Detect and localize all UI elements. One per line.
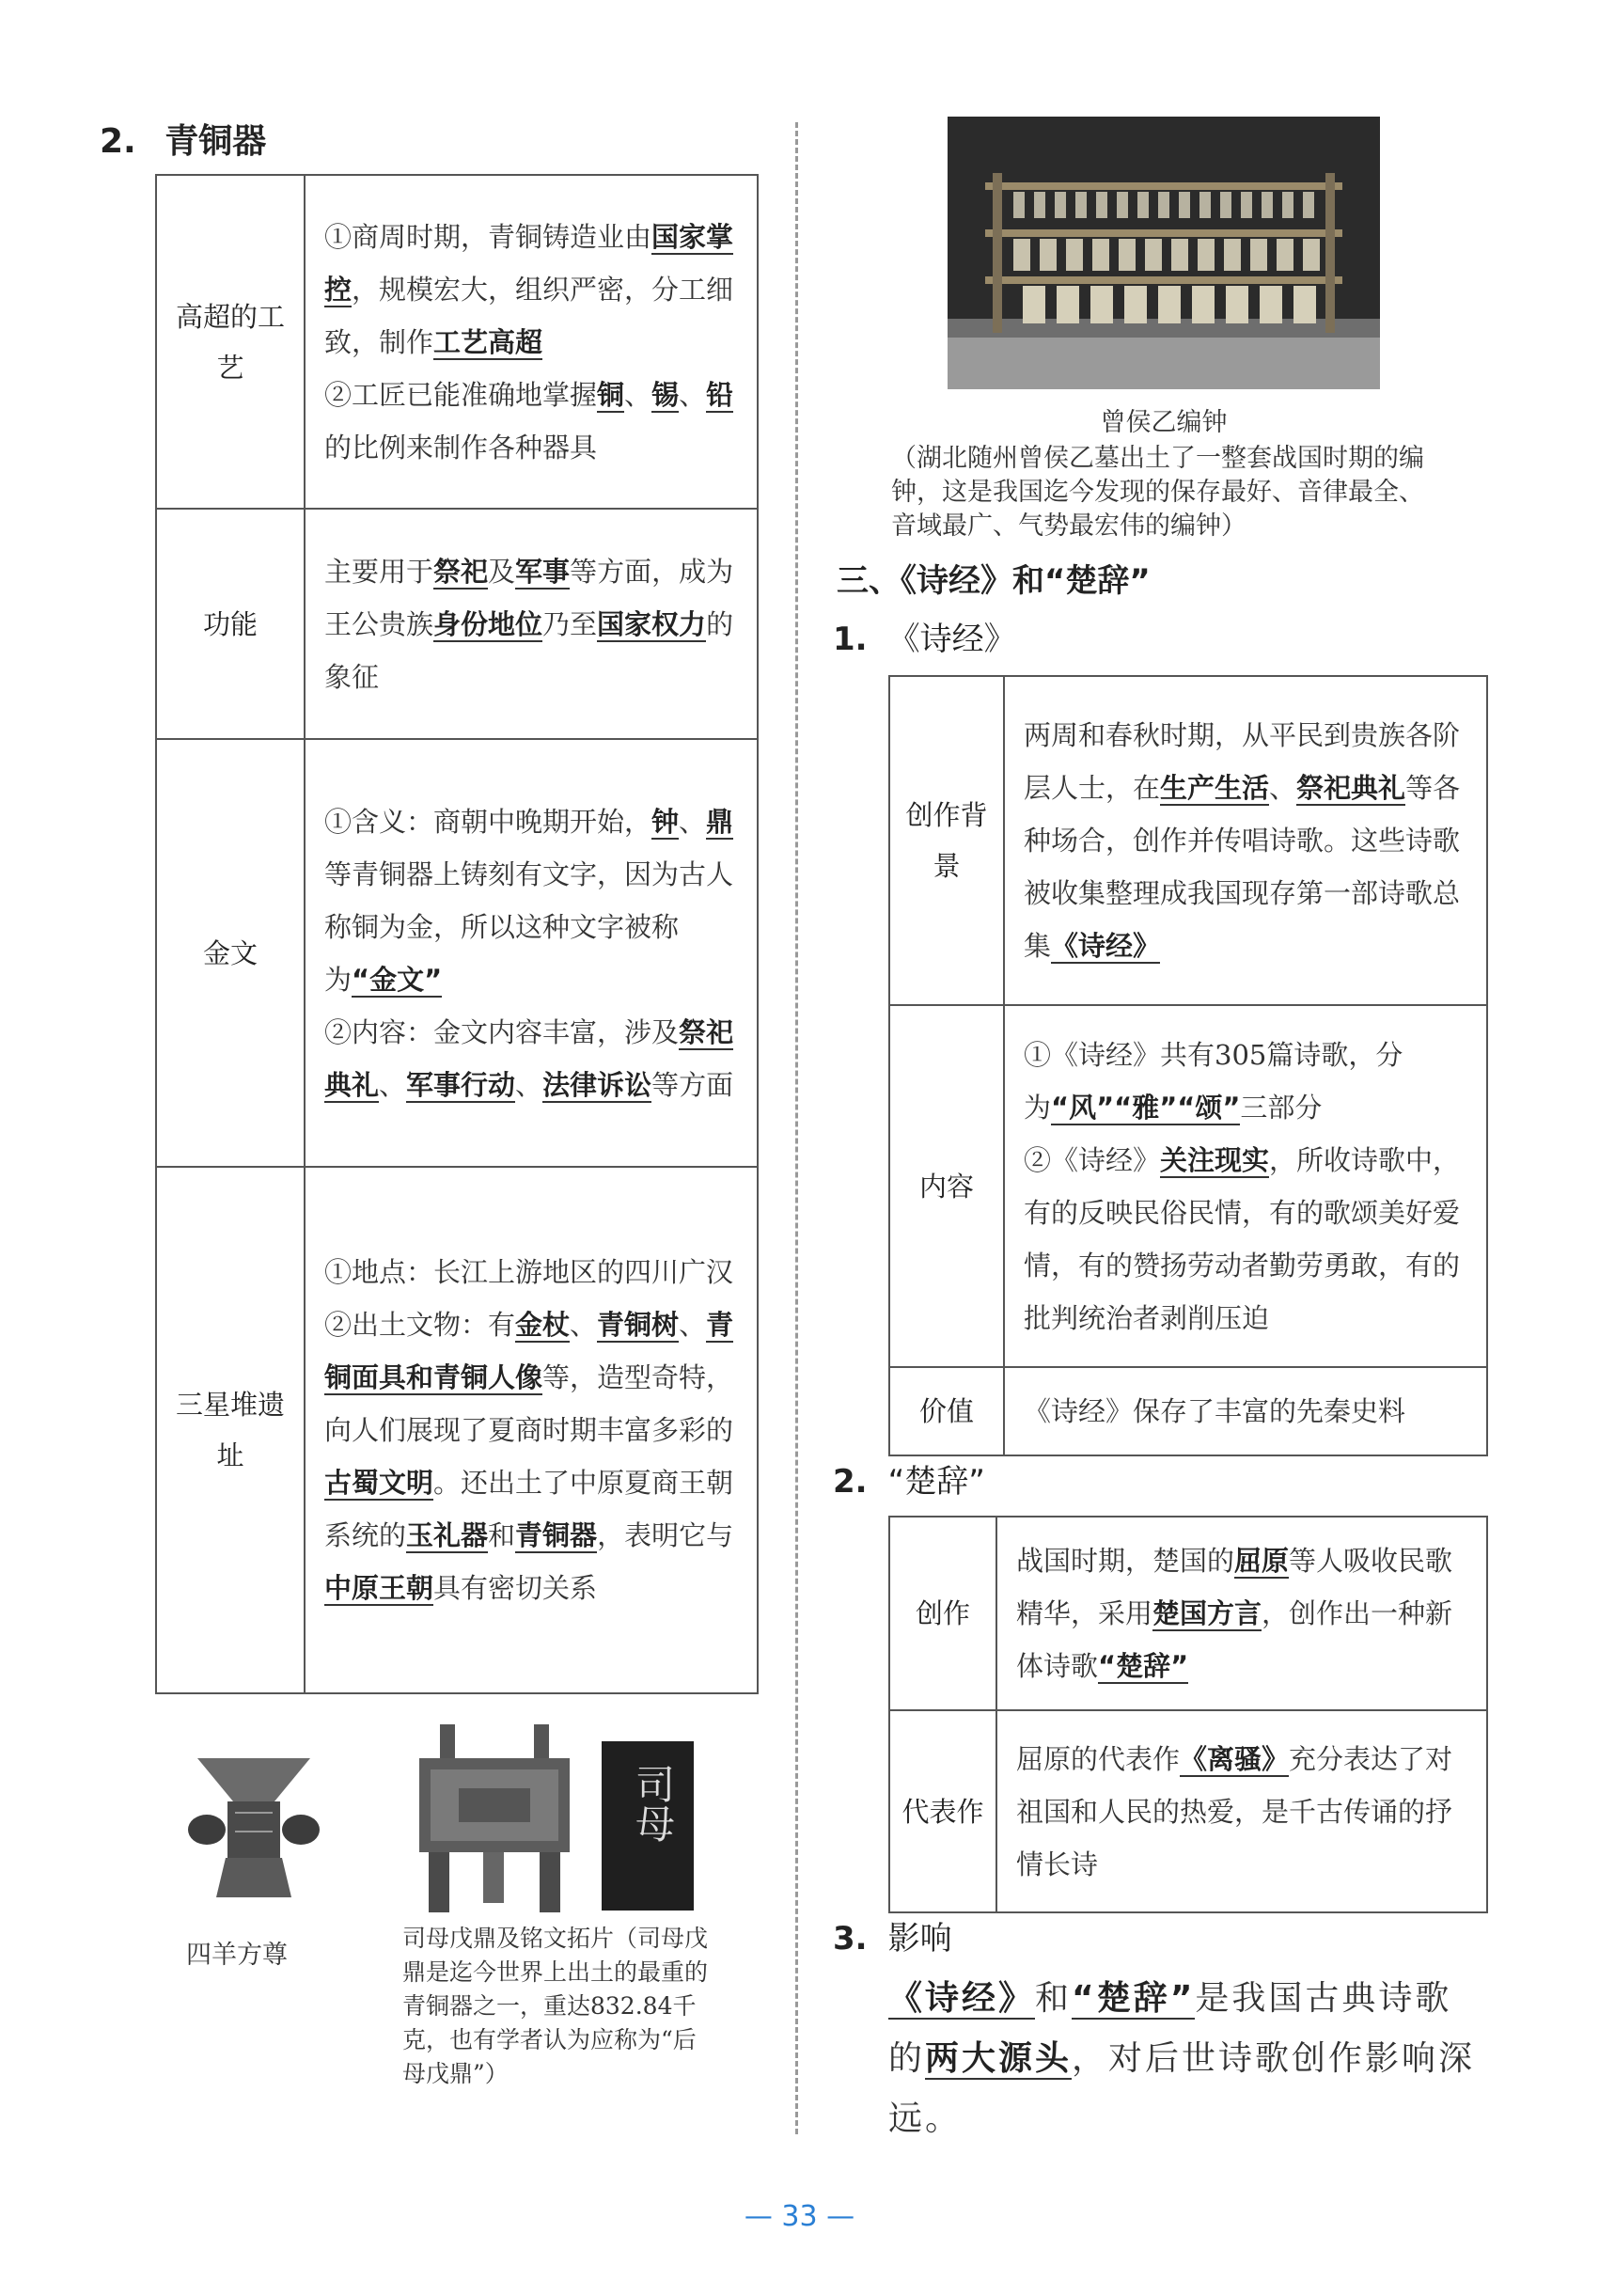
body-text: ，所收诗歌中，有的反映民俗民情，有的歌颂美好爱情，有的赞扬劳动者勤劳勇敢，有的批判统治者剥削压迫 xyxy=(1024,1143,1461,1334)
body-text: ①含义：商朝中晚期开始， xyxy=(324,805,652,838)
body-text: 、 xyxy=(515,1068,543,1101)
body-text: 两周和春秋时期，从平民到贵族各阶层人士，在 xyxy=(1024,719,1461,804)
row-content xyxy=(1004,676,1487,1005)
content-item xyxy=(1024,1134,1473,1345)
content-item xyxy=(1016,1733,1473,1891)
sub-number: 1. xyxy=(833,621,868,658)
row-label: 价值 xyxy=(889,1367,1004,1455)
row-content xyxy=(305,509,758,739)
sub-number: 2. xyxy=(833,1463,868,1501)
zenghouyi-bells-image xyxy=(948,117,1380,389)
section-number: 2. xyxy=(100,122,136,161)
body-text: 《诗经》保存了丰富的先秦史料 xyxy=(1024,1395,1406,1427)
table-row xyxy=(889,1517,1487,1710)
body-text: 、 xyxy=(570,1309,598,1341)
zun-caption: 四羊方尊 xyxy=(186,1941,288,1970)
content-item xyxy=(324,369,744,474)
key-term: 铜 xyxy=(597,378,625,411)
key-term: 锡 xyxy=(651,378,680,411)
content-item xyxy=(1016,1534,1473,1692)
sub-title: 影响 xyxy=(887,1920,952,1958)
key-term: 身份地位 xyxy=(433,607,543,640)
body-text: 屈原的代表作 xyxy=(1016,1742,1181,1775)
body-text: 是我国古典诗歌的 xyxy=(888,1979,1452,2078)
row-label: 三星堆遗址 xyxy=(156,1167,305,1693)
body-text: 等各种场合，创作并传唱诗歌。这些诗歌被收集整理成我国现存第一部诗歌总集 xyxy=(1024,772,1461,962)
key-term: 两大源头 xyxy=(925,2039,1073,2078)
content-item xyxy=(1024,1385,1473,1438)
key-term: 关注现实 xyxy=(1160,1143,1270,1176)
body-text: ②《诗经》 xyxy=(1024,1143,1161,1176)
column-divider xyxy=(795,122,798,2134)
section-heading-bronze xyxy=(100,115,266,163)
body-text: ，表明它与 xyxy=(597,1519,734,1551)
content-item xyxy=(324,795,744,1006)
body-text: ①地点：长江上游地区的四川广汉 xyxy=(324,1256,734,1288)
content-item xyxy=(324,211,744,369)
body-text: 乃至 xyxy=(542,607,598,640)
content-item xyxy=(324,1246,744,1298)
body-text: 等方面，成为王公贵族 xyxy=(324,555,734,640)
four-goat-zun-image xyxy=(169,1747,338,1907)
content-item xyxy=(1024,1029,1473,1134)
influence-paragraph xyxy=(888,1969,1486,2149)
key-term: 国家权力 xyxy=(597,607,707,640)
body-text: ②内容：金文内容丰富，涉及 xyxy=(324,1015,680,1048)
key-term: “金文” xyxy=(352,963,443,996)
key-term: 鼎 xyxy=(706,805,734,838)
sub-heading-shijing xyxy=(833,613,1016,659)
body-text: 。还出土了中原夏商王朝系统的 xyxy=(324,1467,734,1551)
table-row xyxy=(889,1710,1487,1912)
body-text: 等，造型奇特，向人们展现了夏商时期丰富多彩的 xyxy=(324,1361,734,1446)
key-term: 屈原 xyxy=(1234,1545,1290,1577)
body-text: 的象征 xyxy=(324,607,734,693)
section-heading-poetry: 三、《诗经》和“楚辞” xyxy=(837,562,1151,600)
key-term: “楚辞” xyxy=(1098,1650,1189,1682)
key-term: 钟 xyxy=(651,805,680,838)
simuwu-ding-image xyxy=(402,1721,586,1918)
content-item xyxy=(324,545,744,703)
content-item xyxy=(324,1006,744,1111)
key-term: 青铜面具和青铜人像 xyxy=(324,1309,734,1393)
row-label: 创作背景 xyxy=(889,676,1004,1005)
body-text: 和 xyxy=(488,1519,516,1551)
row-content xyxy=(1004,1005,1487,1367)
row-content xyxy=(996,1517,1487,1710)
body-text: 等方面 xyxy=(651,1068,734,1101)
key-term: 青铜器 xyxy=(515,1519,598,1551)
key-term: 军事 xyxy=(515,555,571,588)
key-term: 金杖 xyxy=(515,1309,571,1341)
row-label: 内容 xyxy=(889,1005,1004,1367)
key-term: 中原王朝 xyxy=(324,1572,434,1604)
table-row xyxy=(889,1005,1487,1367)
key-term: 法律诉讼 xyxy=(542,1068,652,1101)
body-text: ①《诗经》共有305篇诗歌，分为 xyxy=(1024,1038,1403,1124)
row-content xyxy=(1004,1367,1487,1455)
body-text: 主要用于 xyxy=(324,555,434,588)
key-term: 祭祀 xyxy=(433,555,489,588)
key-term: 祭祀典礼 xyxy=(1296,772,1406,804)
body-text: 等青铜器上铸刻有文字，因为古人称铜为金，所以这种文字被称为 xyxy=(324,857,734,996)
row-content xyxy=(996,1710,1487,1912)
table-row xyxy=(156,739,758,1167)
body-text: ②出土文物：有 xyxy=(324,1309,516,1341)
row-label: 代表作 xyxy=(889,1710,996,1912)
key-term: “风”“雅”“颂” xyxy=(1051,1091,1241,1124)
ding-caption: 司母戊鼎及铭文拓片（司母戊鼎是迄今世界上出土的最重的青铜器之一，重达832.84千克，也有学者认为应称为“后母戊鼎”） xyxy=(402,1925,709,2087)
table-row xyxy=(156,1167,758,1693)
sub-heading-influence xyxy=(833,1912,952,1958)
sub-number: 3. xyxy=(833,1920,868,1958)
body-text: ②工匠已能准确地掌握 xyxy=(324,378,598,411)
body-text: 战国时期，楚国的 xyxy=(1016,1545,1235,1577)
body-text: 、 xyxy=(679,378,707,411)
key-term: 《离骚》 xyxy=(1180,1742,1290,1775)
page-number: — 33 — xyxy=(744,2200,855,2233)
row-label: 金文 xyxy=(156,739,305,1167)
key-term: 《诗经》 xyxy=(1051,930,1161,962)
row-label: 功能 xyxy=(156,509,305,739)
table-row xyxy=(156,175,758,509)
key-term: 生产生活 xyxy=(1160,772,1270,804)
body-text: ①商周时期，青铜铸造业由 xyxy=(324,220,652,253)
row-content xyxy=(305,1167,758,1693)
bells-note: （湖北随州曾侯乙墓出土了一整套战国时期的编钟，这是我国迄今发现的保存最好、音律最全、音域最广、气势最宏伟的编钟） xyxy=(891,444,1424,541)
body-text: 、 xyxy=(679,805,707,838)
shijing-table xyxy=(888,675,1488,1456)
table-row xyxy=(156,509,758,739)
body-text: ，规模宏大，组织严密，分工细致，制作 xyxy=(324,273,734,358)
inscription-rubbing-image xyxy=(602,1741,694,1911)
key-term: 国家掌控 xyxy=(324,220,734,306)
body-text: 充分表达了对祖国和人民的热爱，是千古传诵的抒情长诗 xyxy=(1016,1742,1453,1880)
sub-title: “楚辞” xyxy=(887,1463,985,1501)
sub-title: 《诗经》 xyxy=(887,621,1016,658)
table-row xyxy=(889,676,1487,1005)
key-term: “楚辞” xyxy=(1072,1979,1196,2018)
bells-title: 曾侯乙编钟 xyxy=(1100,408,1228,437)
body-text: 、 xyxy=(679,1309,707,1341)
body-text: 等人吸收民歌精华，采用 xyxy=(1016,1545,1453,1629)
body-text: ，创作出一种新体诗歌 xyxy=(1016,1597,1453,1682)
key-term: 工艺高超 xyxy=(433,325,543,358)
key-term: 玉礼器 xyxy=(406,1519,489,1551)
body-text: 、 xyxy=(1269,772,1297,804)
body-text: 的比例来制作各种器具 xyxy=(324,431,598,464)
key-term: 《诗经》 xyxy=(888,1979,1036,2018)
row-content xyxy=(305,175,758,509)
section-title: 青铜器 xyxy=(165,122,267,161)
chuci-table xyxy=(888,1516,1488,1913)
content-item xyxy=(1024,709,1473,972)
table-row xyxy=(889,1367,1487,1455)
key-term: 楚国方言 xyxy=(1152,1597,1262,1629)
row-content xyxy=(305,739,758,1167)
body-text: 及 xyxy=(488,555,516,588)
bronze-table xyxy=(155,174,759,1694)
body-text: ，对后世诗歌创作影响深远。 xyxy=(888,2039,1476,2138)
key-term: 青铜树 xyxy=(597,1309,680,1341)
body-text: 、 xyxy=(379,1068,407,1101)
rubbing-text: 司母 xyxy=(630,1764,676,1843)
key-term: 祭祀典礼 xyxy=(324,1015,734,1101)
body-text: 具有密切关系 xyxy=(433,1572,598,1604)
key-term: 铅 xyxy=(706,378,734,411)
body-text: 和 xyxy=(1035,1979,1073,2018)
sub-heading-chuci xyxy=(833,1455,985,1502)
key-term: 古蜀文明 xyxy=(324,1467,434,1499)
row-label: 创作 xyxy=(889,1517,996,1710)
content-item xyxy=(324,1298,744,1614)
row-label: 高超的工艺 xyxy=(156,175,305,509)
body-text: 三部分 xyxy=(1240,1091,1323,1124)
key-term: 军事行动 xyxy=(406,1068,516,1101)
body-text: 、 xyxy=(624,378,652,411)
